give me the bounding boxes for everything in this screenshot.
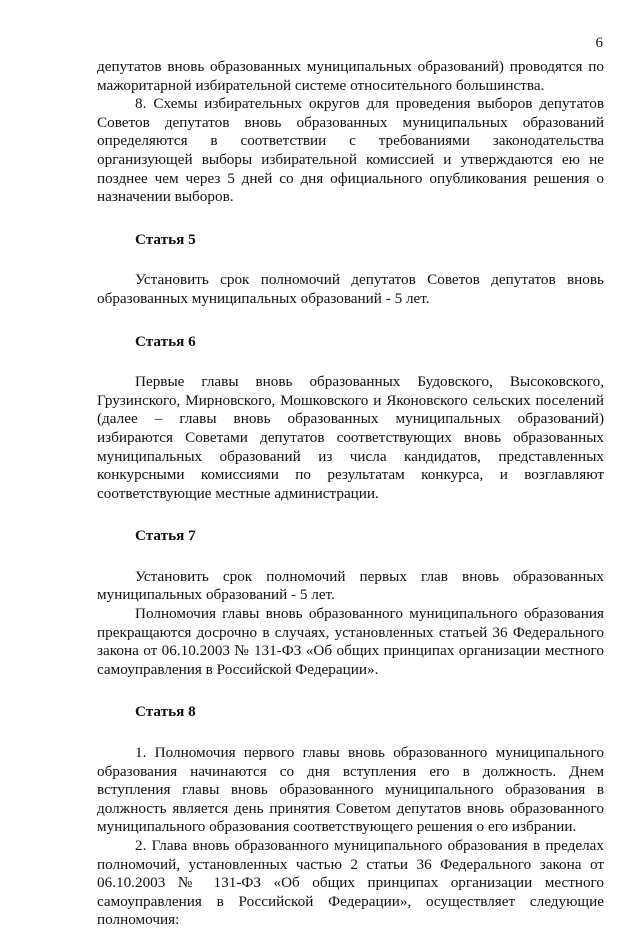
article-8-heading: Статья 8 <box>135 703 196 721</box>
paragraph-continuation: депутатов вновь образованных муниципальных образований) проводятся по мажоритарной избирательной системе относительного большинства. <box>97 58 604 94</box>
article-6-heading: Статья 6 <box>135 332 196 350</box>
article-8-paragraph-2: 2. Глава вновь образованного муниципального образования в пределах полномочий, установленных частью 2 статьи 36 Федерального закона от 06.10.2003 № 131-ФЗ «Об общих принципах организации местного самоуправления в Российской Федерации», осуществляет следующие полномочия: <box>97 837 604 929</box>
article-8-paragraph-1: 1. Полномочия первого главы вновь образованного муниципального образования начинаются со дня вступления его в должность. Днем вступления главы вновь образованного муниципального образования в должность является день принятия Советом депутатов вновь образованного муниципального образования соответствующего решения о его избрании. <box>97 744 604 836</box>
article-7-paragraph-2: Полномочия главы вновь образованного муниципального образования прекращаются досрочно в случаях, установленных статьей 36 Федерального закона от 06.10.2003 № 131-ФЗ «Об общих принципах организации местного самоуправления в Российской Федерации». <box>97 605 604 678</box>
article-5-paragraph: Установить срок полномочий депутатов Советов депутатов вновь образованных муниципальных образований - 5 лет. <box>97 271 604 307</box>
article-7-paragraph-1: Установить срок полномочий первых глав вновь образованных муниципальных образований - 5 лет. <box>97 567 604 604</box>
article-7-heading: Статья 7 <box>135 527 196 545</box>
page-number: 6 <box>595 35 603 51</box>
article-5-heading: Статья 5 <box>135 230 196 248</box>
paragraph-item-8: 8. Схемы избирательных округов для проведения выборов депутатов Советов депутатов вновь образованных муниципальных образований определяются в соответствии с требованиями законодательства организующей выборы избирательной комиссией и утверждаются ею не позднее чем через 5 дней со дня официального опубликования решения о назначении выборов. <box>97 95 604 206</box>
article-6-paragraph: Первые главы вновь образованных Будовского, Высоковского, Грузинского, Мирновского, Мошковского и Яконовского сельских поселений (далее – главы вновь образованных муниципальных образований) избираются Советами депутатов соответствующих вновь образованных муниципальных образований из числа кандидатов, представленных конкурсными комиссиями по результатам конкурса, и возглавляют соответствующие местные администрации. <box>97 373 604 502</box>
document-body <box>97 58 604 930</box>
